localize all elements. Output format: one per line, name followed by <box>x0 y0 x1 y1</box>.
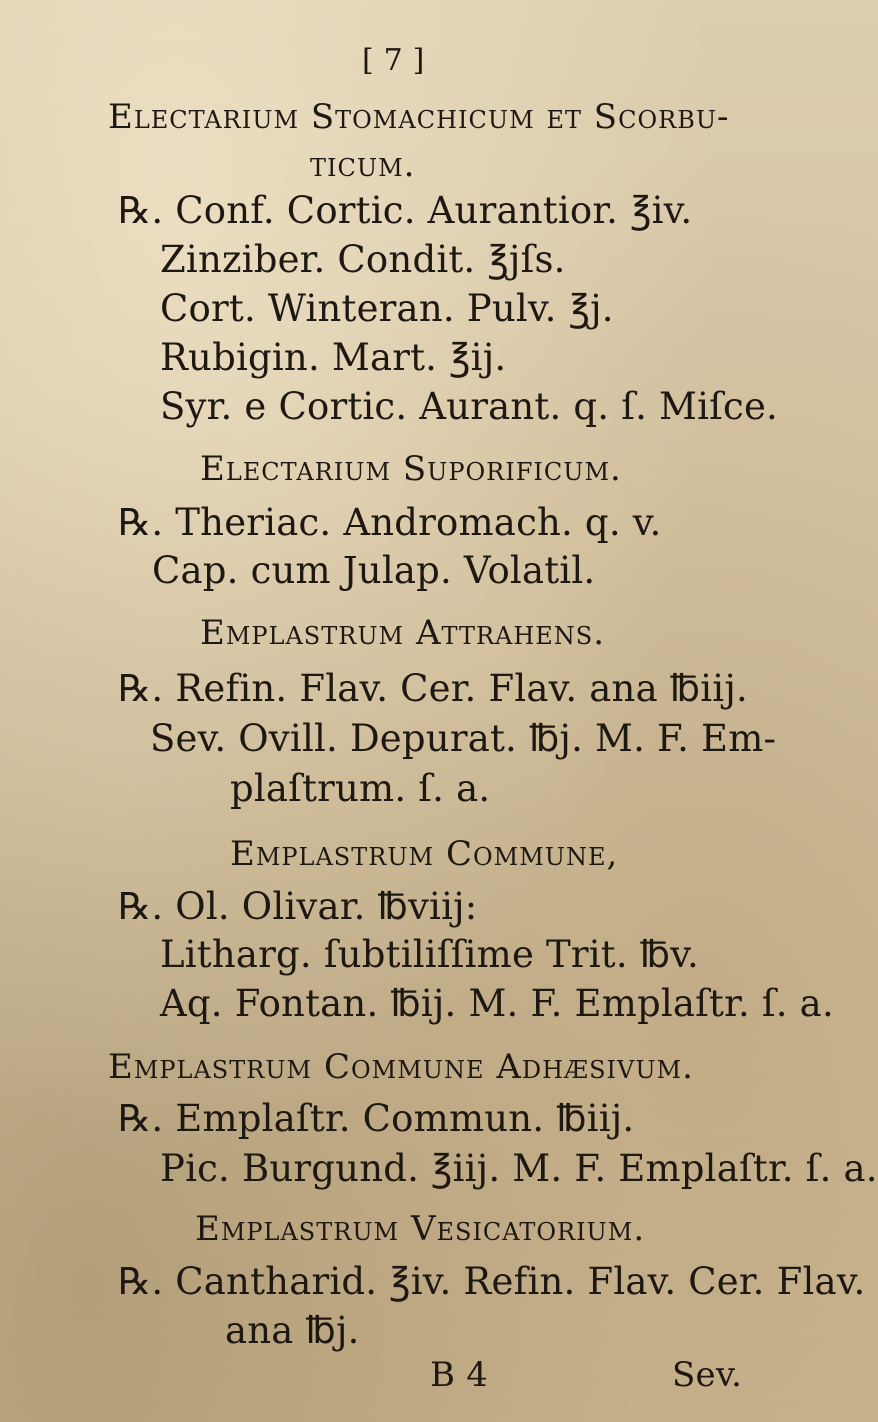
section-title-electarium-stomachicum-cont: ticum. <box>310 145 416 185</box>
recipe-line: Litharg. ſubtiliſſime Trit. ℔v. <box>160 933 699 976</box>
recipe-line: ana ℔j. <box>225 1309 360 1352</box>
section-title-electarium-stomachicum: Electarium Stomachicum et Scorbu- <box>108 97 730 137</box>
section-title-emplastrum-attrahens: Emplastrum Attrahens. <box>200 613 606 653</box>
section-title-emplastrum-commune-adhaesivum: Emplastrum Commune Adhæsivum. <box>108 1047 694 1087</box>
recipe-line: Syr. e Cortic. Aurant. q. ſ. Miſce. <box>160 385 779 428</box>
page-number: [ 7 ] <box>362 43 425 78</box>
section-title-electarium-suporificum: Electarium Suporificum. <box>200 449 622 489</box>
section-title-emplastrum-vesicatorium: Emplastrum Vesicatorium. <box>195 1209 646 1249</box>
recipe-line: ℞. Emplaſtr. Commun. ℔iij. <box>118 1097 635 1140</box>
recipe-line: Aq. Fontan. ℔ij. M. F. Emplaſtr. ſ. a. <box>160 982 834 1025</box>
recipe-line: Pic. Burgund. ℥iij. M. F. Emplaſtr. ſ. a. <box>160 1147 878 1190</box>
recipe-line: ℞. Theriac. Andromach. q. v. <box>118 501 662 544</box>
recipe-line: ℞. Ol. Olivar. ℔viij: <box>118 885 478 928</box>
signature-mark: B 4 <box>430 1355 489 1395</box>
catchword: Sev. <box>672 1355 743 1395</box>
recipe-line: ℞. Conf. Cortic. Aurantior. ℥iv. <box>118 189 693 232</box>
recipe-line: plaſtrum. ſ. a. <box>230 767 491 810</box>
section-title-emplastrum-commune: Emplastrum Commune, <box>230 834 619 874</box>
recipe-line: Sev. Ovill. Depurat. ℔j. M. F. Em- <box>150 717 777 760</box>
recipe-line: ℞. Refin. Flav. Cer. Flav. ana ℔iij. <box>118 667 748 710</box>
recipe-line: Zinziber. Condit. ℥jſs. <box>160 238 566 281</box>
recipe-line: Rubigin. Mart. ℥ij. <box>160 336 507 379</box>
recipe-line: ℞. Cantharid. ℥iv. Refin. Flav. Cer. Flav. <box>118 1260 866 1303</box>
recipe-line: Cort. Winteran. Pulv. ℥j. <box>160 287 614 330</box>
recipe-line: Cap. cum Julap. Volatil. <box>152 549 596 592</box>
